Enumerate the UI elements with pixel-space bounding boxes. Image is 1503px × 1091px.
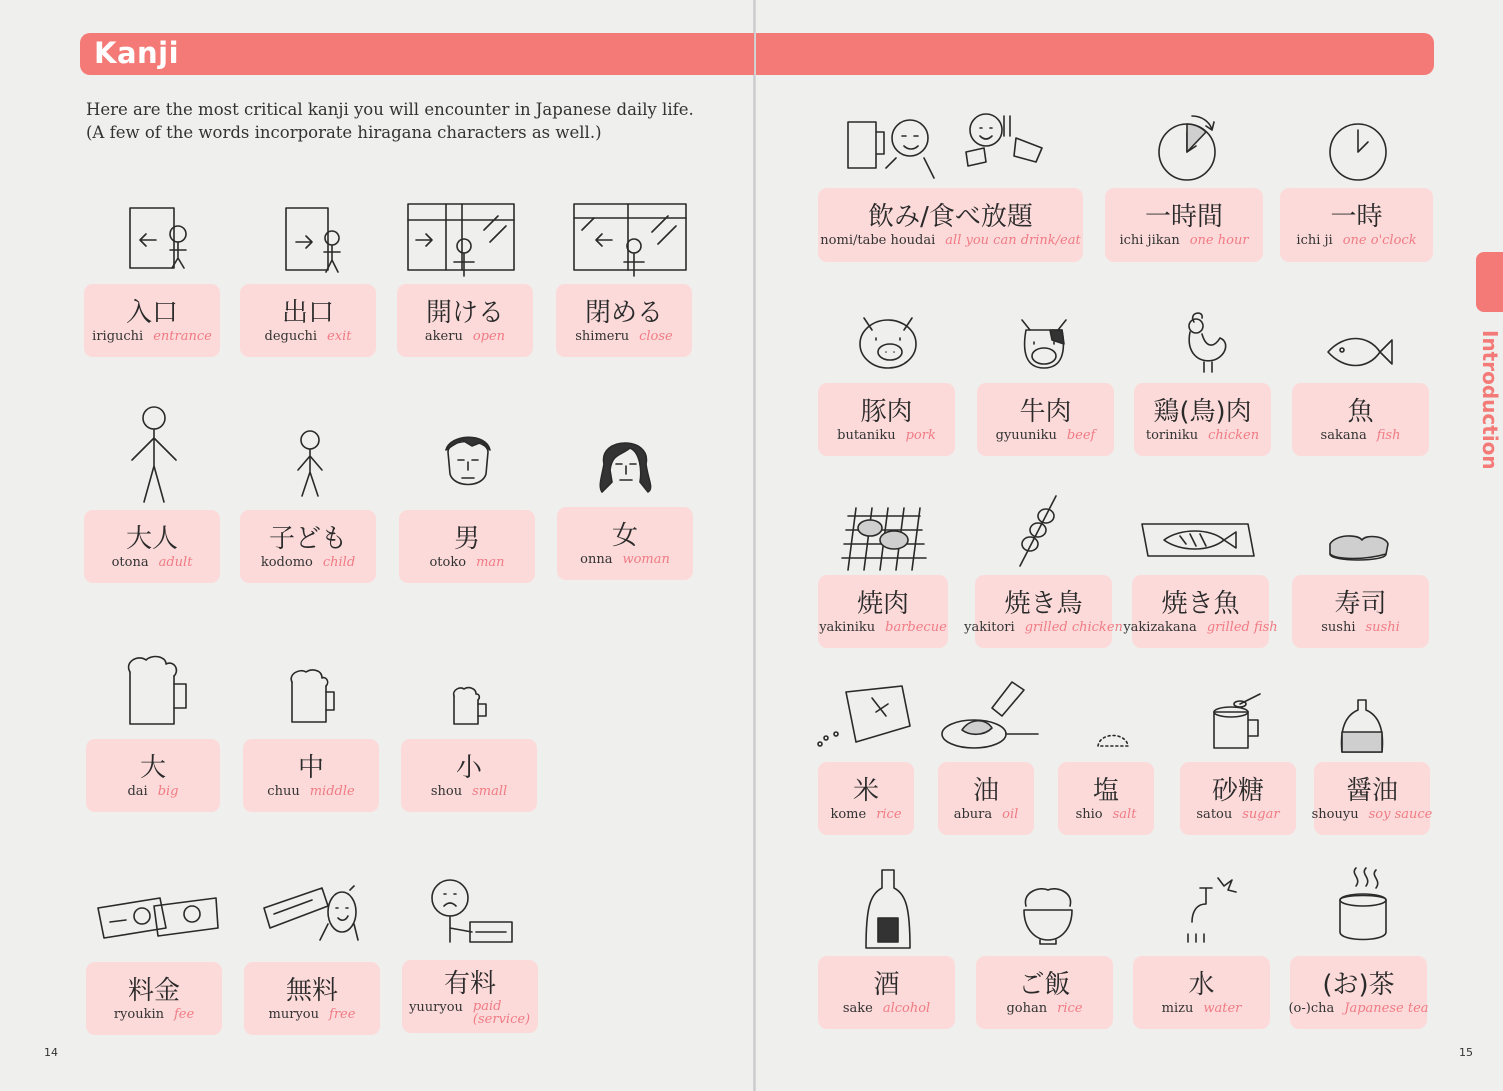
vocab-reading-row (837, 428, 936, 444)
rice-bag-icon (816, 684, 912, 748)
vocab-english: entrance (153, 328, 212, 344)
vocab-kanji: 寿司 (1334, 588, 1387, 619)
child-icon (290, 428, 330, 498)
salt-icon (1096, 728, 1130, 748)
vocab-romaji: muryou (268, 1006, 320, 1022)
vocab-kanji: 有料 (443, 968, 496, 999)
vocab-card (1105, 188, 1263, 262)
vocab-kanji: ご飯 (1018, 969, 1071, 1000)
vocab-english: sugar (1242, 806, 1280, 822)
vocab-romaji: otona (111, 554, 149, 570)
header-banner-right (756, 33, 1434, 75)
vocab-reading-row (1321, 428, 1401, 444)
vocab-kanji: 入口 (125, 297, 178, 328)
vocab-romaji: abura (953, 806, 993, 822)
vocab-english: exit (327, 328, 352, 344)
vocab-card (1290, 956, 1427, 1029)
page-title: Kanji (94, 36, 180, 70)
vocab-reading-row (431, 784, 507, 800)
vocab-romaji: ichi jikan (1119, 233, 1180, 248)
vocab-english: man (476, 554, 505, 570)
vocab-english: rice (1057, 1000, 1083, 1016)
vocab-card (1180, 762, 1296, 835)
grilled-fish-icon (1140, 520, 1256, 560)
vocab-romaji: shio (1075, 806, 1103, 822)
grill-icon (842, 506, 926, 572)
vocab-kanji: 焼き鳥 (1004, 588, 1083, 619)
vocab-english: soy sauce (1368, 806, 1433, 822)
vocab-english: open (472, 328, 506, 344)
vocab-reading-row (265, 329, 352, 345)
vocab-romaji: iriguchi (92, 328, 144, 344)
vocab-kanji: 塩 (1092, 775, 1119, 806)
vocab-kanji: 無料 (285, 975, 338, 1006)
vocab-kanji: 米 (852, 775, 879, 806)
woman-face-icon (594, 430, 656, 494)
vocab-card (84, 510, 220, 583)
intro-text (86, 98, 694, 144)
close-window-icon (572, 200, 688, 278)
vocab-card (1134, 383, 1271, 456)
header-banner-left (80, 33, 754, 75)
vocab-reading-row (429, 555, 504, 571)
vocab-kanji: 一時間 (1144, 202, 1223, 232)
medium-beer-icon (286, 668, 336, 726)
vocab-english: all you can drink/eat (945, 233, 1081, 248)
vocab-reading-row (1123, 620, 1277, 636)
vocab-card (1123, 575, 1278, 648)
vocab-card (977, 383, 1114, 456)
vocab-romaji: yakitori (964, 619, 1015, 635)
intro-line-2: (A few of the words incorporate hiragana characters as well.) (86, 123, 602, 142)
vocab-reading-row (261, 555, 355, 571)
vocab-reading-row (843, 1001, 930, 1017)
vocab-card (243, 739, 379, 812)
vocab-card (818, 575, 948, 648)
vocab-card (399, 510, 535, 583)
skewer-icon (1016, 494, 1060, 568)
vocab-romaji: gohan (1006, 1000, 1048, 1016)
vocab-romaji: ichi ji (1296, 233, 1333, 248)
coupon-icon (262, 884, 360, 948)
vocab-romaji: kodomo (260, 554, 313, 570)
vocab-english: one o'clock (1342, 233, 1417, 248)
clock-hour-icon (1156, 110, 1218, 182)
vocab-card (1133, 956, 1270, 1029)
fish-icon (1324, 330, 1394, 374)
soy-sauce-icon (1336, 698, 1388, 754)
vocab-card (402, 960, 538, 1033)
vocab-kanji: 小 (455, 752, 482, 783)
vocab-kanji: 焼き魚 (1161, 588, 1240, 619)
vocab-card (240, 284, 376, 357)
vocab-reading-row (830, 807, 901, 823)
page-number-left: 14 (44, 1046, 58, 1059)
vocab-romaji: onna (580, 551, 613, 567)
vocab-romaji: otoko (429, 554, 467, 570)
vocab-english: pork (905, 427, 936, 443)
vocab-romaji: shouyu (1311, 806, 1359, 822)
sushi-icon (1326, 530, 1392, 566)
vocab-card (976, 956, 1113, 1029)
book-spine (753, 0, 756, 1091)
vocab-card (818, 762, 914, 835)
vocab-kanji: 魚 (1347, 396, 1374, 427)
man-face-icon (436, 430, 500, 492)
vocab-reading-row (112, 555, 193, 571)
vocab-romaji: deguchi (264, 328, 318, 344)
vocab-romaji: shou (430, 783, 463, 799)
vocab-kanji: 砂糖 (1211, 775, 1264, 806)
vocab-english: alcohol (882, 1000, 931, 1016)
vocab-english: free (329, 1006, 356, 1022)
rice-bowl-icon (1020, 886, 1076, 946)
vocab-kanji: 醤油 (1345, 775, 1398, 806)
vocab-english: woman (622, 551, 670, 567)
vocab-english: one hour (1189, 233, 1249, 248)
faucet-icon (1184, 874, 1240, 944)
vocab-english: grilled fish (1206, 619, 1278, 635)
vocab-reading-row (1076, 807, 1137, 823)
vocab-romaji: (o-)cha (1288, 1000, 1335, 1016)
vocab-romaji: yakiniku (819, 619, 876, 635)
pig-icon (856, 312, 920, 372)
vocab-romaji: butaniku (837, 427, 896, 443)
page-number-right: 15 (1459, 1046, 1473, 1059)
vocab-romaji: mizu (1161, 1000, 1194, 1016)
small-beer-icon (448, 686, 490, 728)
vocab-reading-row (1146, 428, 1259, 444)
vocab-card (1311, 762, 1433, 835)
vocab-kanji: 女 (611, 520, 638, 551)
vocab-english: Japanese tea (1344, 1000, 1429, 1016)
clock-one-icon (1326, 122, 1390, 182)
vocab-romaji: gyuuniku (995, 427, 1057, 443)
exit-door-icon (282, 204, 346, 276)
sugar-cup-icon (1204, 692, 1266, 752)
open-window-icon (406, 200, 516, 278)
vocab-card (938, 762, 1034, 835)
vocab-card (401, 739, 537, 812)
vocab-card (86, 739, 220, 812)
chicken-icon (1174, 308, 1232, 374)
vocab-reading-row (267, 784, 354, 800)
vocab-card (1292, 575, 1429, 648)
vocab-kanji: 出口 (281, 297, 334, 328)
vocab-card (240, 510, 376, 583)
vocab-kanji: 大人 (125, 523, 178, 554)
vocab-kanji: 男 (453, 523, 480, 554)
vocab-english: big (157, 783, 179, 799)
vocab-reading-row (92, 329, 212, 345)
vocab-kanji: 子ども (268, 523, 347, 554)
vocab-english: water (1203, 1000, 1242, 1016)
all-you-can-eat-icon (846, 108, 1048, 180)
vocab-reading-row (114, 1007, 194, 1023)
vocab-romaji: kome (830, 806, 867, 822)
vocab-kanji: 牛肉 (1019, 396, 1072, 427)
vocab-card (86, 962, 222, 1035)
vocab-english: adult (158, 554, 193, 570)
vocab-romaji: toriniku (1145, 427, 1199, 443)
vocab-english: sushi (1365, 619, 1400, 635)
vocab-english: fee (173, 1006, 195, 1022)
vocab-kanji: 閉める (584, 297, 663, 328)
vocab-romaji: sushi (1321, 619, 1356, 635)
vocab-kanji: 開ける (425, 297, 504, 328)
vocab-romaji: satou (1196, 806, 1233, 822)
vocab-reading-row (1296, 233, 1416, 249)
vocab-reading-row (409, 1000, 531, 1026)
vocab-reading-row (996, 428, 1096, 444)
vocab-reading-row (1321, 620, 1400, 636)
big-beer-icon (122, 654, 190, 728)
vocab-kanji: 大 (139, 752, 166, 783)
vocab-romaji: ryoukin (113, 1006, 164, 1022)
vocab-reading-row (1006, 1001, 1082, 1017)
vocab-romaji: shimeru (575, 328, 630, 344)
vocab-card (556, 284, 692, 357)
vocab-reading-row (819, 620, 947, 636)
vocab-kanji: 中 (297, 752, 324, 783)
vocab-romaji: nomi/tabe houdai (820, 233, 936, 248)
vocab-card (84, 284, 220, 357)
vocab-english: small (472, 783, 508, 799)
vocab-reading-row (1162, 1001, 1242, 1017)
banknotes-icon (96, 888, 220, 946)
vocab-reading-row (127, 784, 178, 800)
vocab-card (1292, 383, 1429, 456)
vocab-card (244, 962, 380, 1035)
vocab-kanji: 料金 (127, 975, 180, 1006)
vocab-reading-row (1312, 807, 1433, 823)
vocab-reading-row (1196, 807, 1279, 823)
vocab-card (818, 383, 955, 456)
vocab-reading-row (269, 1007, 356, 1023)
intro-line-1: Here are the most critical kanji you will encounter in Japanese daily life. (86, 100, 694, 119)
vocab-card (818, 188, 1083, 262)
vocab-reading-row (1119, 233, 1248, 249)
vocab-romaji: dai (127, 783, 148, 799)
vocab-kanji: 豚肉 (860, 396, 913, 427)
oil-pan-icon (940, 678, 1040, 756)
vocab-kanji: (お)茶 (1322, 969, 1395, 1000)
vocab-english: oil (1002, 806, 1019, 822)
tea-cup-icon (1336, 866, 1390, 942)
vocab-reading-row (580, 552, 670, 568)
vocab-romaji: yuuryou (409, 999, 463, 1015)
cow-icon (1012, 312, 1076, 372)
vocab-english: beef (1066, 427, 1096, 443)
vocab-english: close (639, 328, 673, 344)
vocab-romaji: akeru (424, 328, 463, 344)
sake-bottle-icon (864, 868, 912, 950)
vocab-romaji: sakana (1320, 427, 1367, 443)
vocab-reading-row (1288, 1001, 1428, 1017)
vocab-kanji: 油 (972, 775, 999, 806)
vocab-kanji: 一時 (1330, 202, 1383, 232)
vocab-english: barbecue (885, 619, 947, 635)
vocab-kanji: 水 (1188, 969, 1215, 1000)
vocab-english: fish (1376, 427, 1401, 443)
vocab-english: child (322, 554, 356, 570)
vocab-card (818, 956, 955, 1029)
vocab-kanji: 飲み/食べ放題 (868, 202, 1033, 232)
vocab-english: salt (1112, 806, 1137, 822)
vocab-english: middle (309, 783, 355, 799)
vocab-kanji: 焼肉 (856, 588, 909, 619)
vocab-kanji: 鶏(鳥)肉 (1153, 396, 1252, 427)
vocab-reading-row (820, 233, 1080, 249)
vocab-card (1058, 762, 1154, 835)
vocab-english: rice (876, 806, 902, 822)
vocab-card (397, 284, 533, 357)
vocab-kanji: 酒 (873, 969, 900, 1000)
vocab-card (557, 507, 693, 580)
side-tab-label: Introduction (1478, 330, 1502, 470)
vocab-reading-row (954, 807, 1019, 823)
vocab-romaji: chuu (267, 783, 300, 799)
vocab-romaji: sake (842, 1000, 873, 1016)
adult-icon (124, 404, 184, 506)
vocab-english: grilled chicken (1024, 619, 1123, 635)
side-tab[interactable] (1476, 252, 1503, 312)
vocab-reading-row (575, 329, 672, 345)
vocab-english: chicken (1208, 427, 1260, 443)
vocab-card (1280, 188, 1433, 262)
vocab-reading-row (425, 329, 505, 345)
entrance-door-icon (126, 202, 192, 272)
vocab-reading-row (964, 620, 1123, 636)
paid-ticket-icon (428, 876, 514, 946)
vocab-romaji: yakizakana (1123, 619, 1197, 635)
vocab-english: paid (service) (472, 998, 531, 1027)
vocab-card (964, 575, 1123, 648)
